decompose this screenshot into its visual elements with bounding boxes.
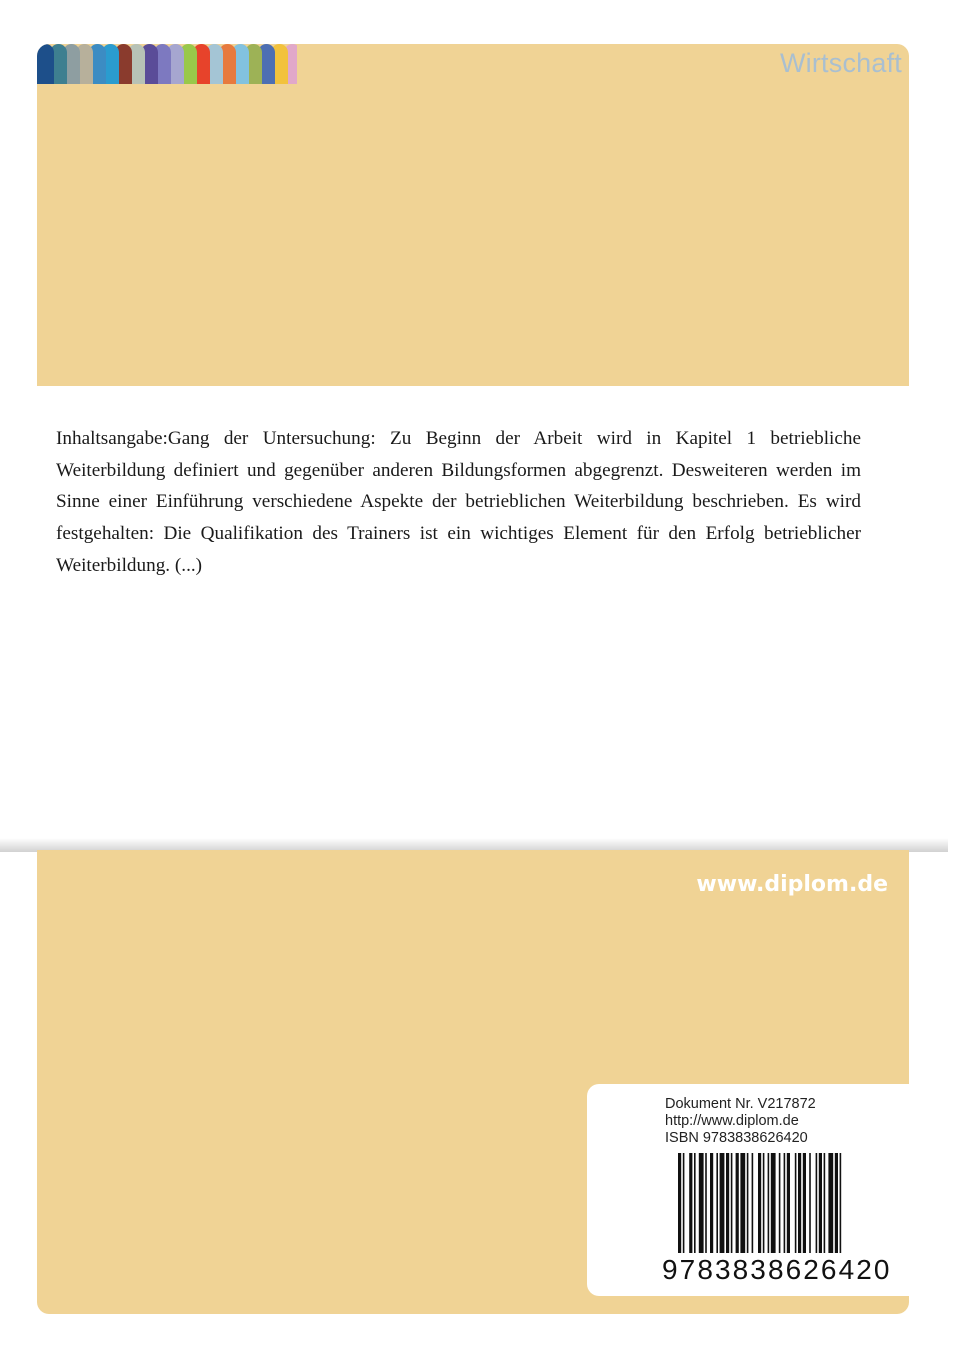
barcode-bar xyxy=(699,1153,704,1253)
color-stripe xyxy=(37,44,54,84)
barcode-bar xyxy=(747,1153,749,1253)
barcode-bar xyxy=(736,1153,739,1253)
barcode-bar xyxy=(779,1153,781,1253)
barcode-digit: 3 xyxy=(714,1254,732,1285)
barcode-bar xyxy=(758,1153,761,1253)
barcode-digit: 2 xyxy=(856,1254,873,1285)
barcode-bar xyxy=(787,1153,790,1253)
barcode-digit: 8 xyxy=(732,1254,749,1285)
barcode-bar xyxy=(798,1153,801,1253)
category-label: Wirtschaft xyxy=(779,48,902,78)
barcode-bar xyxy=(784,1153,786,1253)
barcode-digit: 2 xyxy=(803,1254,820,1285)
barcode-bar xyxy=(705,1153,707,1253)
barcode-bar xyxy=(752,1153,754,1253)
abstract-text: Inhaltsangabe:Gang der Untersuchung: Zu Beginn der Arbeit wird in Kapitel 1 betriebliche Weiterbildung definiert und gegenüber anderen Bildungsformen abgegrenzt. Desweiteren werden im Sinne einer Einführung verschiedene Aspekte der betrieblichen Weiterbildung beschrieben. Es wird festgehalten: Die Qualifikation des Trainers ist ein wichtiges Element für den Erfolg betrieblicher Weiterbildung. (...) xyxy=(56,428,861,576)
barcode-bar xyxy=(720,1153,725,1253)
barcode-digit: 8 xyxy=(767,1254,785,1285)
barcode-bar xyxy=(840,1153,842,1253)
barcode-digit: 6 xyxy=(785,1254,802,1285)
color-stripe-bar xyxy=(37,44,297,84)
barcode-digit: 8 xyxy=(697,1254,714,1285)
isbn-barcode xyxy=(678,1153,890,1253)
publication-info-text xyxy=(665,1096,816,1147)
top-color-panel xyxy=(37,44,909,386)
barcode-bar xyxy=(716,1153,718,1253)
barcode-bar xyxy=(809,1153,811,1253)
barcode-bar xyxy=(726,1153,729,1253)
barcode-bar xyxy=(828,1153,833,1253)
barcode-bar xyxy=(694,1153,696,1253)
barcode-bar xyxy=(816,1153,818,1253)
barcode-bar xyxy=(740,1153,745,1253)
barcode-digit: 3 xyxy=(750,1254,767,1285)
barcode-bar xyxy=(824,1153,826,1253)
barcode-bar xyxy=(710,1153,713,1253)
document-number: Dokument Nr. V217872 xyxy=(665,1096,816,1112)
barcode-bar xyxy=(683,1153,685,1253)
barcode-digit: 4 xyxy=(838,1254,855,1285)
barcode-bar xyxy=(763,1153,765,1253)
barcode-bar xyxy=(803,1153,806,1253)
barcode-bar xyxy=(678,1153,681,1253)
barcode-bar xyxy=(731,1153,733,1253)
barcode-bar xyxy=(768,1153,770,1253)
barcode-digit: 0 xyxy=(873,1254,890,1285)
barcode-digit: 9 xyxy=(662,1254,679,1285)
barcode-bar xyxy=(689,1153,692,1253)
publisher-url: www.diplom.de xyxy=(696,872,888,897)
barcode-bar xyxy=(835,1153,838,1253)
barcode-bar xyxy=(819,1153,822,1253)
barcode-digit: 7 xyxy=(679,1254,696,1285)
barcode-digits xyxy=(662,1254,890,1286)
barcode-bar xyxy=(771,1153,776,1253)
barcode-digit: 6 xyxy=(820,1254,837,1285)
publisher-link: http://www.diplom.de xyxy=(665,1113,799,1129)
barcode-bar xyxy=(795,1153,797,1253)
isbn-label: ISBN 9783838626420 xyxy=(665,1130,808,1146)
